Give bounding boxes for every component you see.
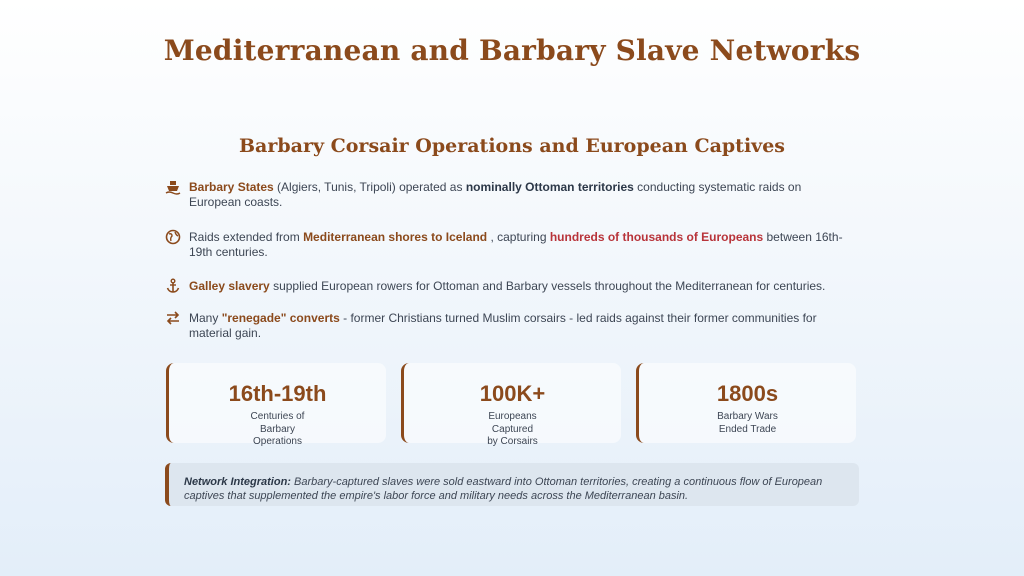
bullet-text [189,180,845,209]
bullet-text [189,230,845,259]
exchange-icon [165,310,181,326]
bullet-text-segment: , capturing [487,230,550,244]
network-integration-note [165,463,859,506]
stat-label: Barbary Wars Ended Trade [717,411,778,435]
bullet-text-segment: - former Christians turned Muslim corsairs - led raids against their former communities for material gain. [189,311,817,340]
bullet-galley-slavery [165,279,845,294]
bullet-highlight: hundreds of thousands of Europeans [549,230,764,244]
stat-value: 16th-19th [228,381,327,406]
bullet-renegade-converts [165,311,845,340]
bullet-barbary-states [165,180,845,209]
ship-icon [165,179,181,195]
bullet-raids-extent [165,230,845,259]
bullet-highlight: nominally Ottoman territories [465,180,634,194]
bullet-highlight: Barbary States [189,180,274,194]
bullet-text-segment: between 16th-19th centuries. [189,230,843,259]
section-title: Barbary Corsair Operations and European Captives [239,135,785,157]
bullet-text-segment: supplied European rowers for Ottoman and Barbary vessels throughout the Mediterranean for centuries. [269,279,826,293]
page-title: Mediterranean and Barbary Slave Networks [163,34,861,67]
globe-icon [165,229,181,245]
stat-label: Europeans Captured by Corsairs [487,411,538,447]
bullet-text-segment: Raids extended from [189,230,304,244]
bullet-highlight: "renegade" converts [221,311,340,325]
note-text: Barbary-captured slaves were sold eastward into Ottoman territories, creating a continuous flow of European captives that supplemented the empire's labor force and military needs across the Mediterranean basin. [184,476,823,502]
stat-card-centuries [166,363,386,447]
stat-card-barbary-wars [636,363,856,443]
bullet-text [189,311,845,340]
bullet-text-segment: Many [189,311,222,325]
stat-card-captives [401,363,621,447]
stat-label: Centuries of Barbary Operations [250,411,305,447]
stat-value: 100K+ [479,381,546,406]
bullet-text [189,279,845,294]
anchor-icon [165,278,181,294]
bullet-text-segment: conducting systematic raids on European coasts. [189,180,802,209]
stat-value: 1800s [716,381,779,406]
bullet-text-segment: (Algiers, Tunis, Tripoli) operated as [273,180,466,194]
note-label: Network Integration: [184,476,291,488]
bullet-highlight: Galley slavery [189,279,270,293]
bullet-highlight: Mediterranean shores to Iceland [303,230,488,244]
